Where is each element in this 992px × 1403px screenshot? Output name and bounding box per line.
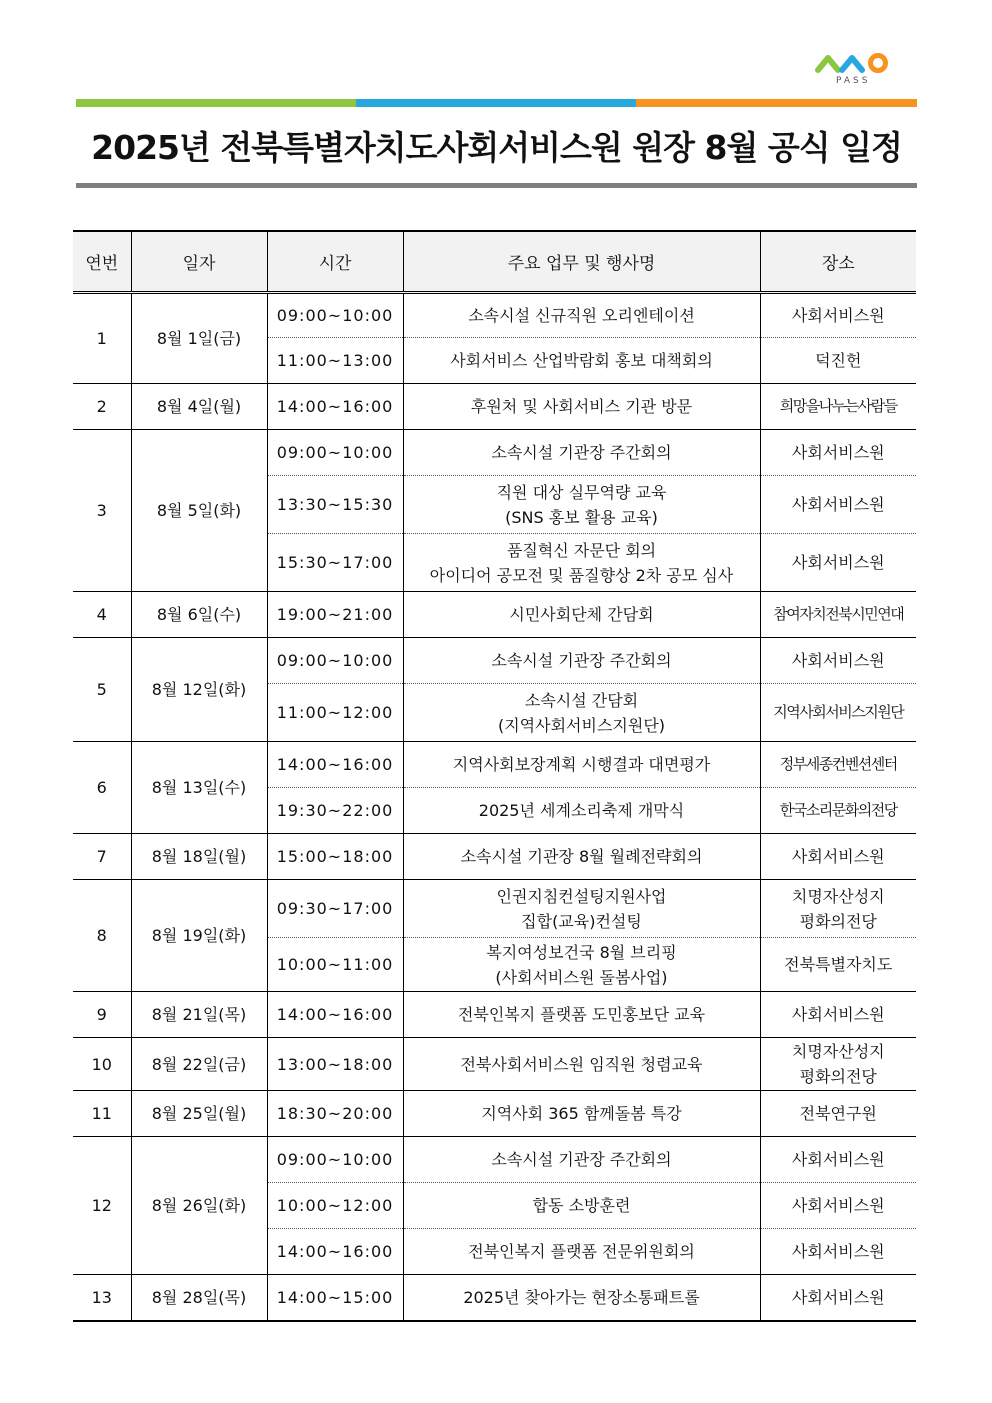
cell-date <box>131 834 267 880</box>
cell-time-text: 10:00~12:00 <box>276 1196 394 1215</box>
cell-event-text: 소속시설 기관장 8월 월례전략회의 <box>460 847 703 866</box>
cell-place-text: 희망을나누는사람들 <box>779 397 897 415</box>
cell-place <box>760 1091 916 1137</box>
cell-no-text: 7 <box>96 847 107 866</box>
cell-event-text: 인권지침컨설팅지원사업 <box>496 886 667 906</box>
cell-date-text: 8월 4일(월) <box>156 397 242 416</box>
cell-time-text: 18:30~20:00 <box>276 1104 394 1123</box>
cell-time <box>267 430 403 476</box>
cell-event <box>403 1091 760 1137</box>
cell-date <box>131 384 267 430</box>
cell-no-text: 8 <box>96 926 107 945</box>
cell-place-text: 사회서비스원 <box>791 847 885 866</box>
pass-logo <box>812 48 912 90</box>
cell-event-text: 2025년 세계소리축제 개막식 <box>478 801 685 820</box>
cell-date-text: 8월 25일(월) <box>151 1104 247 1123</box>
cell-place <box>760 476 916 534</box>
cell-date <box>131 1137 267 1275</box>
cell-place <box>760 684 916 742</box>
cell-time-text: 11:00~13:00 <box>276 351 394 370</box>
cell-time <box>267 1229 403 1275</box>
cell-event-text: 소속시설 간담회 <box>524 690 639 710</box>
cell-time <box>267 992 403 1038</box>
cell-time <box>267 788 403 834</box>
cell-event-text: 지역사회보장계획 시행결과 대면평가 <box>452 755 711 774</box>
cell-no <box>73 1275 131 1321</box>
cell-no <box>73 834 131 880</box>
cell-event <box>403 834 760 880</box>
cell-no <box>73 384 131 430</box>
cell-event <box>403 1137 760 1183</box>
table-row <box>73 430 916 476</box>
header-color-bar <box>76 99 917 107</box>
cell-no <box>73 1091 131 1137</box>
cell-place <box>760 293 916 338</box>
cell-time <box>267 1038 403 1091</box>
cell-event <box>403 476 760 534</box>
cell-no <box>73 880 131 992</box>
cell-event <box>403 1275 760 1321</box>
cell-event-text: 2025년 찾아가는 현장소통패트롤 <box>463 1287 700 1307</box>
cell-place-text: 치명자산성지 <box>791 1042 885 1061</box>
cell-place-text: 치명자산성지 <box>791 886 885 906</box>
cell-event <box>403 1183 760 1229</box>
cell-no <box>73 1038 131 1091</box>
schedule-body <box>73 293 916 1321</box>
cell-event <box>403 592 760 638</box>
table-row <box>73 384 916 430</box>
cell-event-text: 소속시설 기관장 주간회의 <box>491 443 672 462</box>
cell-date-text: 8월 19일(화) <box>151 926 247 945</box>
cell-date <box>131 992 267 1038</box>
header-time: 시간 <box>267 231 403 293</box>
cell-time-text: 13:30~15:30 <box>276 495 394 514</box>
cell-event <box>403 1038 760 1091</box>
cell-time-text: 14:00~16:00 <box>276 1005 394 1024</box>
cell-no <box>73 430 131 592</box>
cell-event-text: 전북사회서비스원 임직원 청렴교육 <box>460 1054 703 1074</box>
cell-no <box>73 638 131 742</box>
cell-place <box>760 338 916 384</box>
cell-place-text: 사회서비스원 <box>791 651 885 670</box>
cell-time-text: 14:00~16:00 <box>276 755 394 774</box>
cell-date-text: 8월 1일(금) <box>156 329 242 348</box>
cell-place-text: 사회서비스원 <box>791 306 885 325</box>
cell-place-text: 전북연구원 <box>799 1104 877 1123</box>
cell-time-text: 15:30~17:00 <box>276 553 394 572</box>
cell-place <box>760 834 916 880</box>
cell-place <box>760 638 916 684</box>
cell-no-text: 3 <box>96 501 107 520</box>
cell-place <box>760 430 916 476</box>
cell-event-text: (SNS 홍보 활용 교육) <box>505 507 658 527</box>
cell-no <box>73 742 131 834</box>
table-row <box>73 1091 916 1137</box>
cell-event-text: (지역사회서비스지원단) <box>497 715 666 735</box>
cell-event <box>403 293 760 338</box>
cell-time <box>267 293 403 338</box>
cell-event <box>403 684 760 742</box>
cell-event <box>403 938 760 992</box>
cell-date <box>131 742 267 834</box>
cell-time <box>267 1091 403 1137</box>
cell-event-text: 품질혁신 자문단 회의 <box>506 540 657 560</box>
bar-blue <box>356 99 636 107</box>
cell-no-text: 12 <box>91 1196 112 1215</box>
cell-event-text: 전북인복지 플랫폼 전문위원회의 <box>468 1242 695 1261</box>
logo-text: PASS <box>836 76 871 86</box>
cell-event-text: 아이디어 공모전 및 품질향상 2차 공모 심사 <box>429 565 734 585</box>
cell-place-text: 한국소리문화의전당 <box>779 801 897 819</box>
cell-date-text: 8월 21일(목) <box>151 1005 247 1024</box>
cell-event <box>403 534 760 592</box>
cell-no-text: 10 <box>91 1054 112 1074</box>
cell-date <box>131 1275 267 1321</box>
cell-no <box>73 1137 131 1275</box>
bar-green <box>76 99 356 107</box>
cell-date-text: 8월 5일(화) <box>156 501 242 520</box>
cell-time-text: 19:30~22:00 <box>276 801 394 820</box>
cell-time-text: 15:00~18:00 <box>276 847 394 866</box>
table-row <box>73 293 916 338</box>
cell-place <box>760 592 916 638</box>
cell-no <box>73 293 131 384</box>
cell-no <box>73 592 131 638</box>
cell-time-text: 14:00~16:00 <box>276 1242 394 1261</box>
table-header-row <box>73 231 916 293</box>
cell-place-text: 덕진헌 <box>815 351 862 370</box>
schedule-table <box>73 230 916 1322</box>
cell-place-text: 지역사회서비스지원단 <box>773 703 904 721</box>
cell-event-text: 지역사회 365 함께돌봄 특강 <box>481 1104 682 1123</box>
cell-date <box>131 1091 267 1137</box>
cell-place-text: 사회서비스원 <box>791 1150 885 1169</box>
cell-time-text: 13:00~18:00 <box>276 1054 394 1074</box>
cell-place-text: 사회서비스원 <box>791 1005 885 1024</box>
cell-place-text: 정부세종컨벤션센터 <box>779 755 897 773</box>
cell-event <box>403 992 760 1038</box>
cell-no-text: 11 <box>91 1104 112 1123</box>
title-divider <box>76 183 917 188</box>
cell-time <box>267 476 403 534</box>
cell-place <box>760 1275 916 1321</box>
cell-place <box>760 938 916 992</box>
cell-time-text: 14:00~16:00 <box>276 397 394 416</box>
cell-time-text: 19:00~21:00 <box>276 605 394 624</box>
cell-event-text: 소속시설 신규직원 오리엔테이션 <box>468 306 695 325</box>
cell-date-text: 8월 22일(금) <box>151 1054 247 1074</box>
cell-event <box>403 338 760 384</box>
header-date: 일자 <box>131 231 267 293</box>
cell-event <box>403 384 760 430</box>
header-no: 연번 <box>73 231 131 293</box>
table-row <box>73 834 916 880</box>
cell-place <box>760 1137 916 1183</box>
cell-event-text: 전북인복지 플랫폼 도민홍보단 교육 <box>457 1005 706 1024</box>
cell-place <box>760 384 916 430</box>
cell-no-text: 5 <box>96 680 107 699</box>
cell-no-text: 2 <box>96 397 107 416</box>
cell-place-text: 사회서비스원 <box>791 1287 885 1307</box>
cell-no-text: 1 <box>96 329 107 348</box>
cell-date <box>131 638 267 742</box>
cell-event <box>403 788 760 834</box>
cell-time <box>267 880 403 938</box>
cell-place <box>760 534 916 592</box>
cell-time <box>267 834 403 880</box>
cell-place <box>760 1229 916 1275</box>
cell-event-text: 후원처 및 사회서비스 기관 방문 <box>470 397 693 416</box>
cell-time <box>267 592 403 638</box>
cell-date-text: 8월 28일(목) <box>151 1287 247 1307</box>
cell-time-text: 11:00~12:00 <box>276 703 394 722</box>
cell-place <box>760 880 916 938</box>
cell-no <box>73 992 131 1038</box>
cell-date <box>131 293 267 384</box>
cell-place-text: 사회서비스원 <box>791 553 885 572</box>
cell-place <box>760 992 916 1038</box>
cell-event-text: (사회서비스원 돌봄사업) <box>495 967 668 987</box>
cell-time-text: 09:00~10:00 <box>276 306 394 325</box>
cell-time-text: 09:30~17:00 <box>276 899 394 918</box>
cell-event <box>403 1229 760 1275</box>
pass-logo-mark <box>812 48 902 76</box>
cell-date-text: 8월 12일(화) <box>151 680 247 699</box>
cell-time <box>267 534 403 592</box>
cell-time-text: 09:00~10:00 <box>276 443 394 462</box>
table-row <box>73 1137 916 1183</box>
cell-event-text: 시민사회단체 간담회 <box>509 605 654 624</box>
header-place: 장소 <box>760 231 916 293</box>
cell-place <box>760 1183 916 1229</box>
cell-time-text: 14:00~15:00 <box>276 1287 394 1307</box>
cell-no-text: 6 <box>96 778 107 797</box>
cell-date <box>131 880 267 992</box>
cell-date <box>131 430 267 592</box>
cell-date-text: 8월 13일(수) <box>151 778 247 797</box>
cell-time <box>267 1275 403 1321</box>
cell-place-text: 사회서비스원 <box>791 1196 885 1215</box>
cell-time <box>267 338 403 384</box>
cell-date-text: 8월 26일(화) <box>151 1196 247 1215</box>
table-row <box>73 638 916 684</box>
cell-place-text: 사회서비스원 <box>791 1242 885 1261</box>
cell-event <box>403 742 760 788</box>
cell-time <box>267 684 403 742</box>
cell-place-text: 참여자치전북시민연대 <box>773 605 904 623</box>
table-row <box>73 1038 916 1091</box>
cell-event-text: 복지여성보건국 8월 브리핑 <box>486 942 677 962</box>
cell-place-text: 평화의전당 <box>799 1067 877 1086</box>
cell-event <box>403 430 760 476</box>
cell-no-text: 4 <box>96 605 107 624</box>
table-row <box>73 992 916 1038</box>
cell-place-text: 사회서비스원 <box>791 443 885 462</box>
cell-date-text: 8월 18일(월) <box>151 847 247 866</box>
cell-event <box>403 638 760 684</box>
cell-event-text: 소속시설 기관장 주간회의 <box>491 1150 672 1169</box>
cell-date-text: 8월 6일(수) <box>156 605 242 624</box>
cell-event-text: 합동 소방훈련 <box>532 1196 631 1215</box>
cell-event <box>403 880 760 938</box>
cell-time <box>267 742 403 788</box>
cell-place-text: 평화의전당 <box>799 911 877 931</box>
cell-time-text: 09:00~10:00 <box>276 651 394 670</box>
cell-place <box>760 1038 916 1091</box>
cell-time <box>267 938 403 992</box>
cell-time <box>267 1137 403 1183</box>
cell-place <box>760 742 916 788</box>
cell-time-text: 09:00~10:00 <box>276 1150 394 1169</box>
cell-time <box>267 638 403 684</box>
cell-place <box>760 788 916 834</box>
cell-date <box>131 1038 267 1091</box>
cell-place-text: 전북특별자치도 <box>784 955 893 974</box>
cell-event-text: 사회서비스 산업박람회 홍보 대책회의 <box>450 351 713 370</box>
cell-time <box>267 384 403 430</box>
bar-orange <box>636 99 917 107</box>
cell-event-text: 집합(교육)컨설팅 <box>521 911 642 931</box>
cell-no-text: 9 <box>96 1005 107 1024</box>
table-row <box>73 742 916 788</box>
table-row <box>73 1275 916 1321</box>
cell-event-text: 소속시설 기관장 주간회의 <box>491 651 672 670</box>
table-row <box>73 592 916 638</box>
header-event: 주요 업무 및 행사명 <box>403 231 760 293</box>
cell-date <box>131 592 267 638</box>
page-title: 2025년 전북특별자치도사회서비스원 원장 8월 공식 일정 <box>91 128 902 167</box>
cell-no-text: 13 <box>91 1287 112 1307</box>
table-row <box>73 880 916 938</box>
cell-place-text: 사회서비스원 <box>791 495 885 514</box>
cell-event-text: 직원 대상 실무역량 교육 <box>496 482 667 502</box>
cell-time-text: 10:00~11:00 <box>276 955 394 974</box>
cell-time <box>267 1183 403 1229</box>
